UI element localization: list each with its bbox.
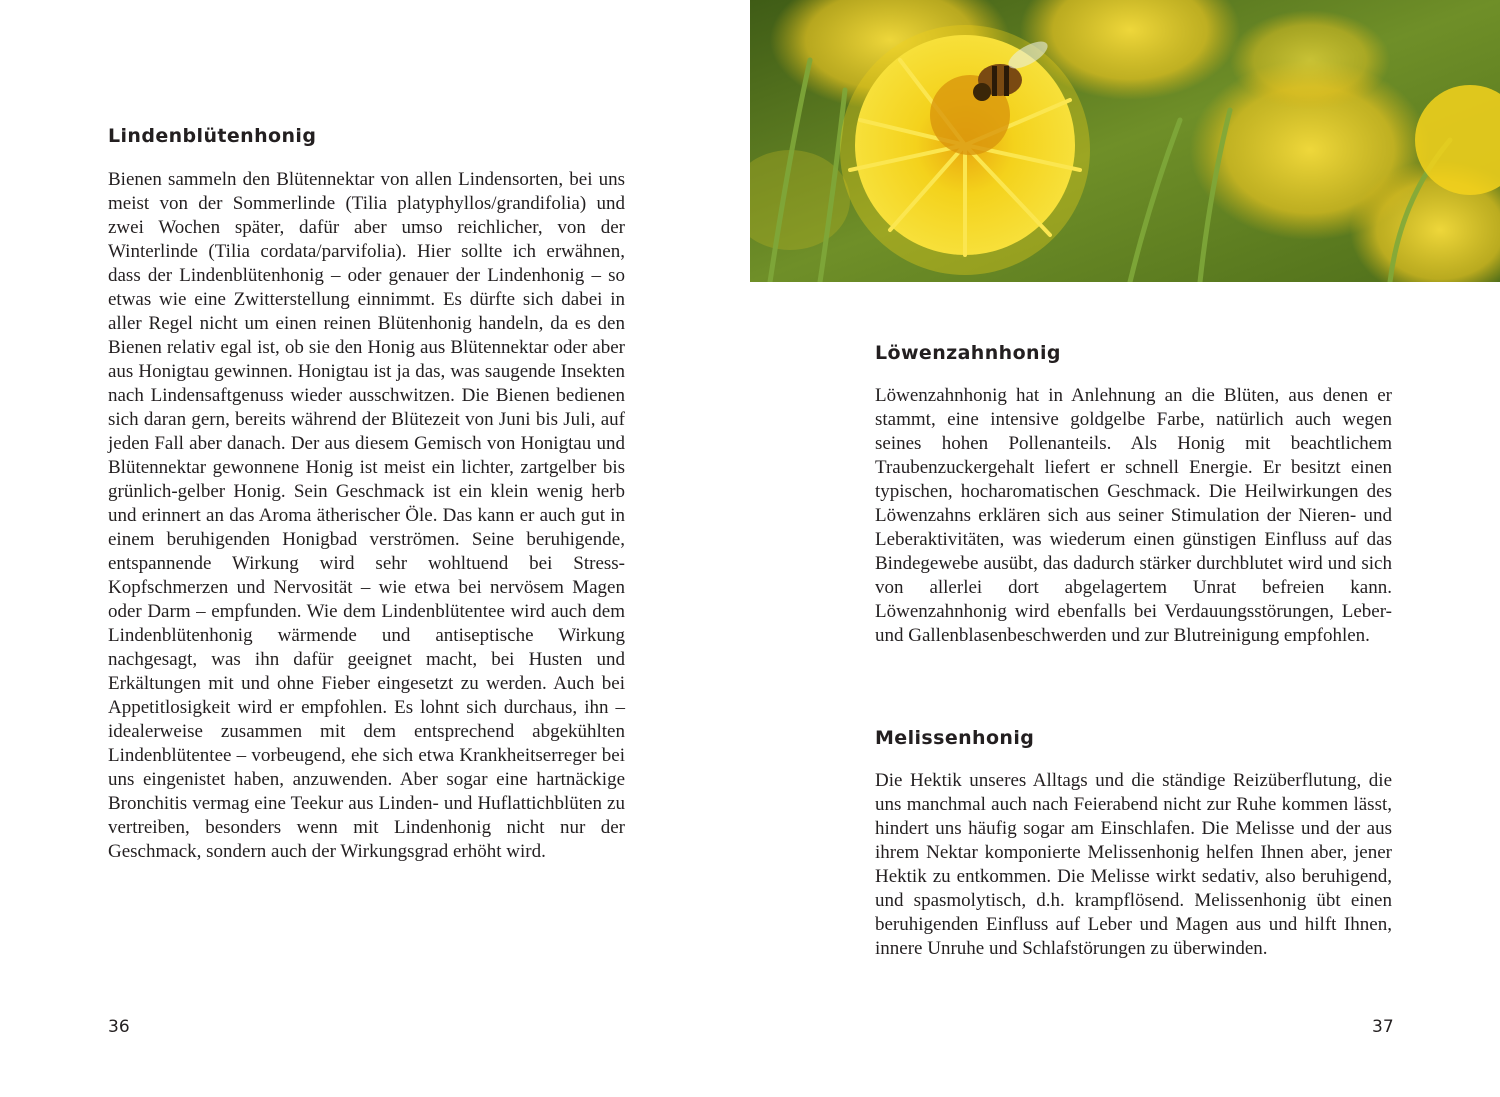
section-body-loewenzahnhonig: Löwenzahnhonig hat in Anlehnung an die Blüten, aus denen er stammt, eine intensive goldgelbe Farbe, natürlich auch wegen seines hohen Pollenanteils. Als Honig mit beachtlichem Traubenzuckergehalt liefert er schnell Energie. Er besitzt einen typischen, hocharomatischen Geschmack. Die Heilwirkungen des Löwenzahns erklären sich aus seiner Stimulation der Nieren- und Leberaktivitäten, was wiederum einen günstigen Einfluss auf das Bindegewebe ausübt, das dadurch stärker durchblutet wird und sich von allerlei dort abgelagertem Unrat befreien kann. Löwenzahnhonig wird ebenfalls bei Verdauungsstörungen, Leber- und Gallenblasenbeschwerden und zur Blutreinigung empfohlen.	[875, 385, 1392, 646]
right-page	[750, 0, 1500, 1097]
page-number-right: 37	[1372, 1017, 1394, 1037]
section-body-lindenbluetenhonig: Bienen sammeln den Blütennektar von allen Lindensorten, bei uns meist von der Sommerlinde (Tilia platyphyllos/grandifolia) und zwei Wochen später, dafür aber umso reichlicher, von der Winterlinde (Tilia cordata/parvifolia). Hier sollte ich erwähnen, dass der Lindenblütenhonig – oder genauer der Lindenhonig – so etwas wie eine Zwitterstellung einnimmt. Es dürfte sich dabei in aller Regel nicht um einen reinen Blütenhonig handeln, da es den Bienen relativ egal ist, ob sie den Honig aus Blütennektar oder aber aus Honigtau gewinnen. Honigtau ist ja das, was saugende Insekten nach Lindensaftgenuss wieder ausschwitzen. Die Bienen bedienen sich daran gern, bereits während der Blütezeit von Juni bis Juli, auf jeden Fall aber danach. Der aus diesem Gemisch von Honigtau und Blütennektar gewonnene Honig ist meist ein lichter, zartgelber bis grünlich-gelber Honig. Sein Geschmack ist ein klein wenig herb und erinnert an das Aroma ätherischer Öle. Das kann er auch gut in einem beruhigenden Honigbad verströmen. Seine beruhigende, entspannende Wirkung wird sehr wohltuend bei Stress-Kopfschmerzen und Nervosität – wie etwa bei nervösem Magen oder Darm – empfunden. Wie dem Lindenblütentee wird auch dem Lindenblütenhonig wärmende und antiseptische Wirkung nachgesagt, was ihn dafür geeignet macht, bei Husten und Erkältungen mit und ohne Fieber eingesetzt zu werden. Auch bei Appetitlosigkeit wird er empfohlen. Es lohnt sich durchaus, ihn – idealerweise zusammen mit dem entsprechend abgekühlten Lindenblütentee – vorbeugend, ehe sich etwa Krankheitserreger bei uns eingenistet haben, anzuwenden. Aber sogar eine hartnäckige Bronchitis vermag eine Teekur aus Linden- und Huflattichblüten zu vertreiben, besonders wenn mit Lindenhonig nicht nur der Geschmack, sondern auch der Wirkungsgrad erhöht wird.	[108, 169, 625, 862]
page-number-left: 36	[108, 1017, 130, 1037]
section-heading-melissenhonig: Melissenhonig	[875, 727, 1035, 749]
section-heading-loewenzahnhonig: Löwenzahnhonig	[875, 342, 1061, 364]
section-body-melissenhonig: Die Hektik unseres Alltags und die ständige Reizüberflutung, die uns manchmal auch nach Feierabend nicht zur Ruhe kommen lässt, hindert uns häufig sogar am Einschlafen. Die Melisse und der aus ihrem Nektar komponierte Melissenhonig helfen Ihnen aber, jener Hektik zu entkommen. Die Melisse wirkt sedativ, also beruhigend, und spasmolytisch, d.h. krampflösend. Melissenhonig übt einen beruhigenden Einfluss auf Leber und Magen aus und hilft Ihnen, innere Unruhe und Schlafstörungen zu überwinden.	[875, 770, 1392, 959]
section-heading-lindenbluetenhonig: Lindenblütenhonig	[108, 125, 317, 147]
dandelion-bee-photo	[750, 0, 1500, 282]
